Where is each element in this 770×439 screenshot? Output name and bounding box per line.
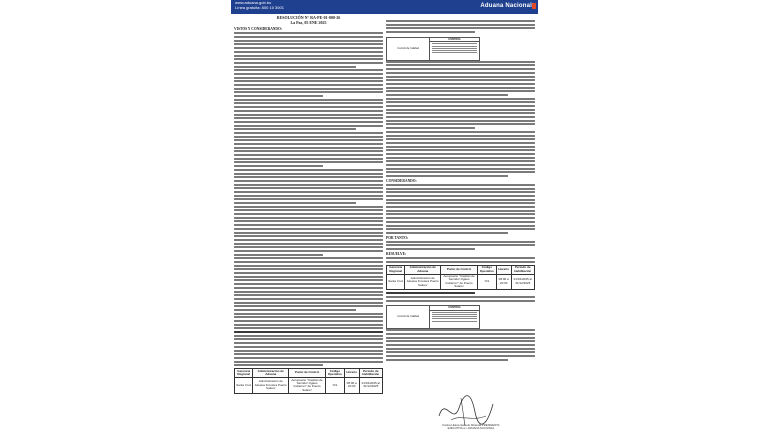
stamp-area — [386, 35, 535, 61]
quality-stamp — [386, 37, 480, 61]
body-text-tercero — [386, 329, 535, 361]
stamp-label: Control de Calidad — [387, 38, 430, 60]
table-header-row: Gerencia Regional Administración de Aduana Punto de Control Código Operativo Horario Periodo de Habilitación — [387, 265, 535, 274]
th-punto: Punto de Control — [289, 369, 326, 378]
stamp-area-2 — [386, 303, 535, 329]
table-row: Santa Cruz Administración de Aduana Frontera Puerto Suárez Aeropuerto "Capitán de Servidor Ogaso Gutiérrez" de Puerto Suárez 721 08:00 a 20:00 01/01/2025 al 31/12/2025 — [387, 274, 535, 290]
body-text-considerando — [386, 184, 535, 234]
th-gerencia: Gerencia Regional — [235, 369, 253, 378]
th-horario: Horario — [344, 369, 359, 378]
table-row: Santa Cruz Administración de Aduana Frontera Puerto Suárez Aeropuerto "Capitán de Servidor Ogaso Gutiérrez" de Puerto Suárez 721 08:00 a 20:00 01/01/2025 al 31/12/2025 — [235, 378, 383, 394]
section-resuelve: RESUELVE: — [386, 251, 407, 256]
resolution-date: La Paz, 05 ENE 2025 — [290, 19, 327, 25]
left-column — [234, 14, 383, 396]
body-text-right-top — [386, 20, 535, 33]
brand-logo-text: Aduana Nacional — [480, 3, 532, 9]
document-header-bar — [231, 0, 538, 14]
hotline: Línea gratuita: 800 10 3001 — [235, 4, 284, 10]
stamp-fields: CONTROL — [430, 38, 479, 60]
section-vistos: VISTOS Y CONSIDERANDO: — [234, 27, 282, 32]
header-contact — [235, 1, 284, 10]
document-page — [231, 14, 538, 430]
body-text-por-tanto — [386, 241, 535, 250]
th-periodo: Periodo de Habilitación — [359, 369, 382, 378]
brand-logo-icon — [532, 3, 536, 9]
body-text-right — [386, 61, 535, 177]
body-text-segundo — [386, 292, 535, 301]
quality-stamp-2: Control de Calidad CONTROL — [386, 305, 480, 329]
body-text-left — [234, 32, 383, 366]
section-considerando: CONSIDERANDO: — [386, 178, 417, 183]
signature-caption: Karina Liliana Serrudo Miranda PRESIDENTA EJECUTIVA a.i. ADUANA NACIONAL — [442, 423, 500, 430]
section-por-tanto: POR TANTO: — [386, 235, 409, 240]
website-url[interactable]: www.aduana.gob.bo — [235, 0, 272, 5]
table-header-row — [235, 369, 383, 378]
th-administracion: Administración de Aduana — [253, 369, 289, 378]
control-point-table-right — [386, 265, 535, 290]
th-codigo: Código Operativo — [325, 369, 344, 378]
control-point-table-left — [234, 368, 383, 393]
body-text-primero — [386, 257, 535, 263]
resolution-number: RESOLUCIÓN N° RA-PE-01-000-26 — [276, 15, 341, 20]
right-column — [386, 14, 535, 362]
